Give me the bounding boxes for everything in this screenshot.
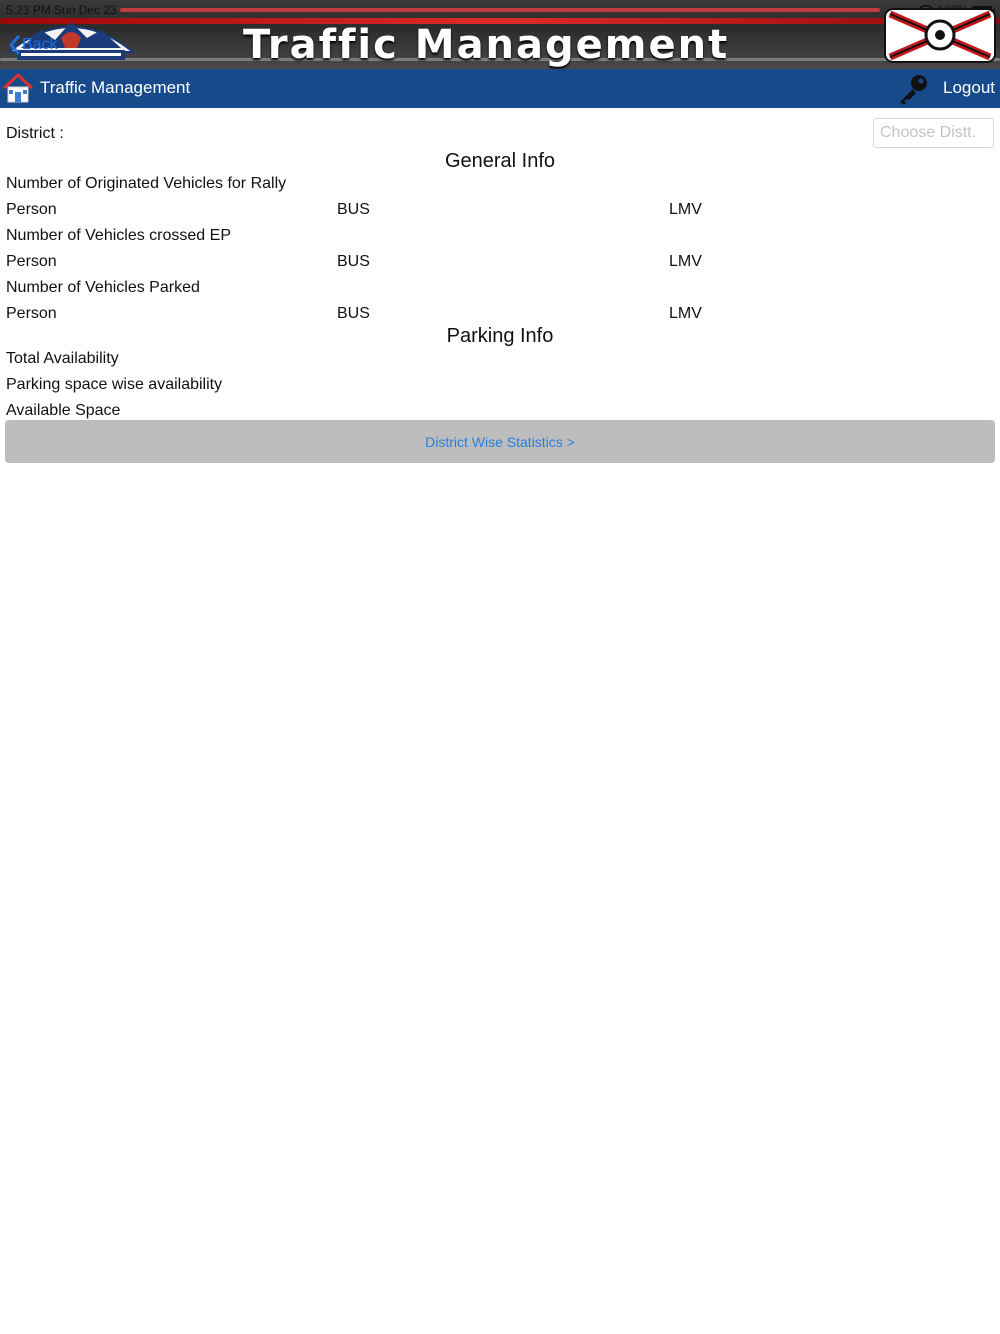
nav-title: Traffic Management — [40, 78, 191, 97]
bus-label: BUS — [337, 201, 370, 218]
person-label: Person — [6, 253, 57, 270]
person-label: Person — [6, 305, 57, 322]
district-wise-statistics-label: District Wise Statistics > — [425, 433, 575, 450]
available-space-label: Available Space — [6, 402, 121, 419]
nav-bar — [0, 69, 1000, 108]
total-availability-label: Total Availability — [6, 350, 119, 367]
parking-info-heading: Parking Info — [446, 325, 554, 347]
district-label: District : — [6, 125, 64, 142]
header-banner — [0, 0, 1000, 69]
light-streak — [120, 8, 880, 12]
person-label: Person — [6, 201, 57, 218]
key-icon — [896, 72, 930, 106]
district-select-input[interactable] — [873, 118, 994, 148]
back-label: Back — [22, 36, 58, 53]
general-info-heading: General Info — [444, 150, 556, 172]
lmv-label: LMV — [669, 201, 702, 218]
back-button[interactable] — [8, 34, 58, 56]
home-icon[interactable] — [2, 72, 34, 104]
section-title-crossed: Number of Vehicles crossed EP — [6, 227, 231, 244]
section-title-originated: Number of Originated Vehicles for Rally — [6, 175, 287, 192]
logout-button[interactable]: Logout — [943, 78, 995, 97]
parking-space-availability-label: Parking space wise availability — [6, 376, 223, 393]
bus-label: BUS — [337, 305, 370, 322]
section-title-parked: Number of Vehicles Parked — [6, 279, 200, 296]
status-time: 5:23 PM Sun Dec 23 — [6, 3, 117, 17]
bus-label: BUS — [337, 253, 370, 270]
chevron-left-icon — [8, 34, 22, 56]
lmv-label: LMV — [669, 305, 702, 322]
traffic-police-logo — [884, 8, 996, 63]
district-wise-statistics-button[interactable] — [5, 420, 995, 463]
banner-title: Traffic Management — [243, 22, 730, 68]
lmv-label: LMV — [669, 253, 702, 270]
